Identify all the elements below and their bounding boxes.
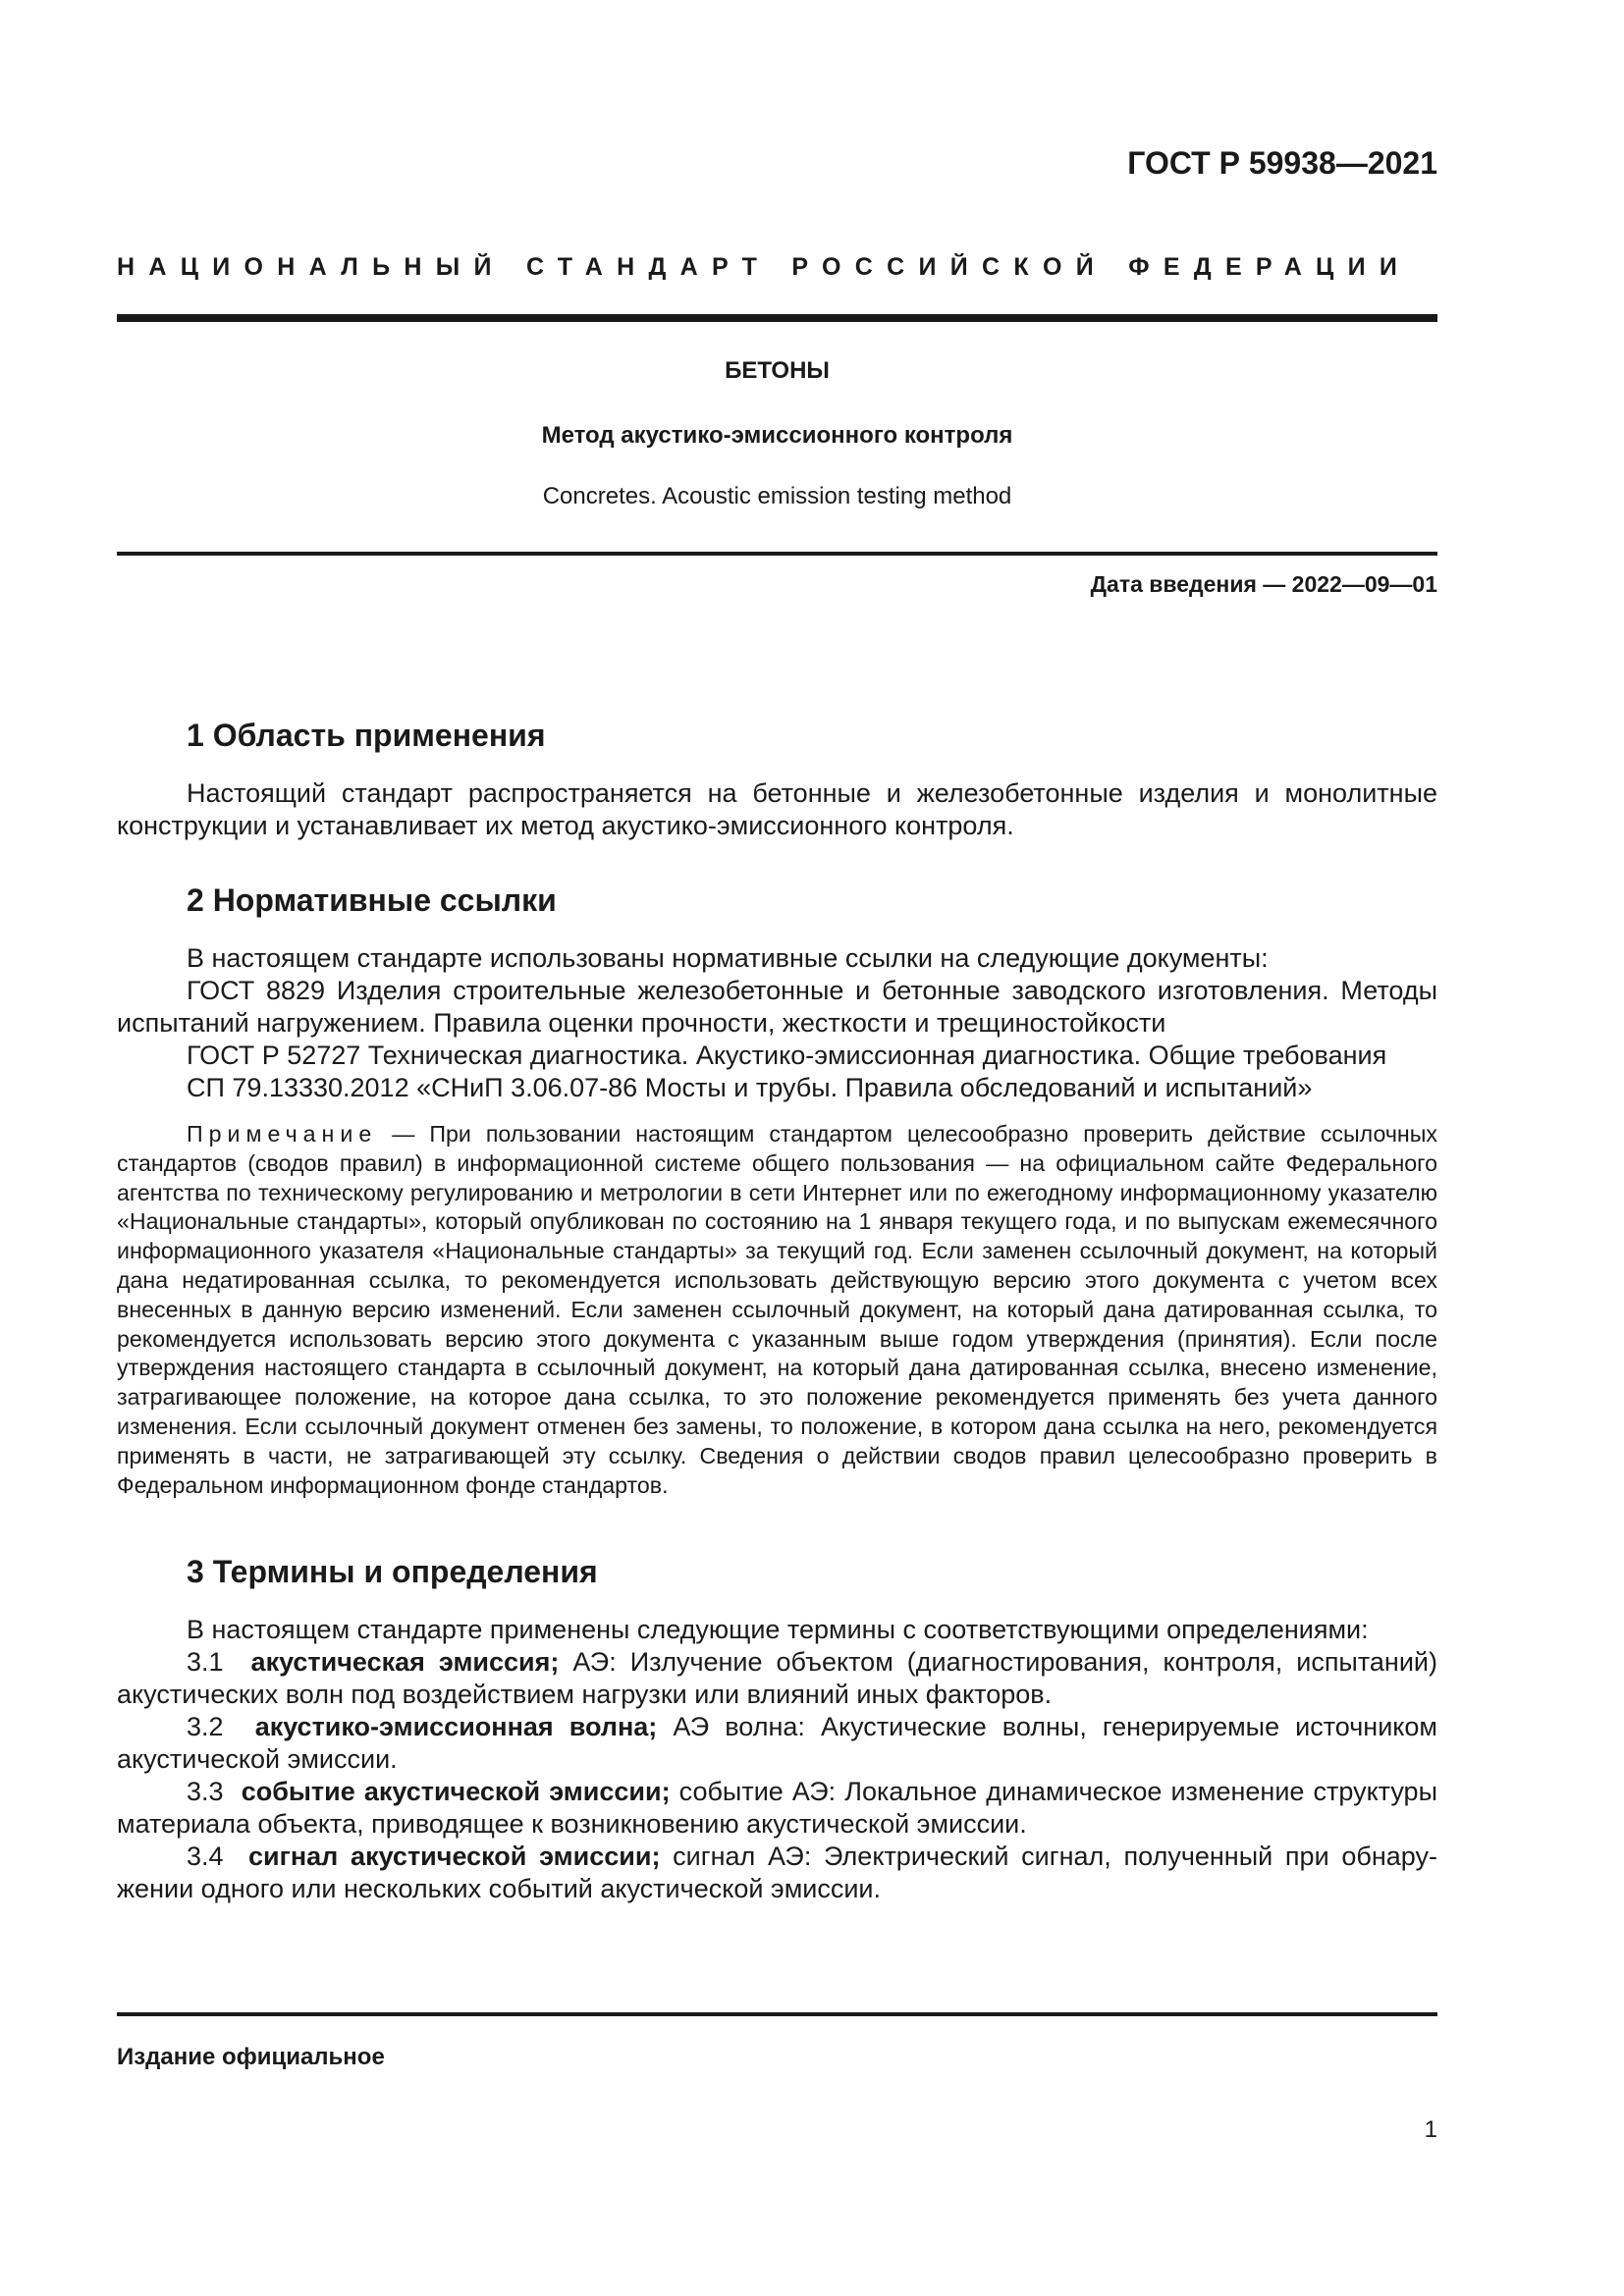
term-name: сигнал акустической эмиссии; — [248, 1842, 661, 1872]
reference-item: СП 79.13330.2012 «СНиП 3.06.07-86 Мосты и трубы. Правила обследований и испытаний» — [187, 1073, 1313, 1102]
term-name: событие акустической эмиссии; — [241, 1777, 671, 1807]
term-text: событие АЭ: Локальное динамическое изменение структуры материала объекта, приводящее к возникновению акустической эмиссии. — [117, 1777, 1437, 1840]
term-definition — [117, 1646, 1437, 1711]
edition-label: Издание официальное — [117, 2044, 385, 2070]
note-text: — При пользовании настоящим стандартом целесообразно проверить действие ссылочных стандартов (сводов правил) в информационной системе общего пользования — на официальном сайте Федерального агентства по техническому регулированию и метрологии в сети Интернет или по ежегодному информационному указателю «Национальные стандарты», который опубликован по состоянию на 1 января текущего года, и по выпускам ежемесячного информационного указателя «Национальные стандарты» за текущий год. Если заменен ссылочный документ, на который дана недатированная ссылка, то рекомендуется использовать действующую версию этого документа с учетом всех внесенных в данную версию изменений. Если заменен ссылочный документ, на который дана датированная ссылка, то рекомендуется использовать версию этого документа с указанным выше годом утверждения (принятия). Если после утверждения настоящего стандарта в ссылочный документ, на который дана датированная ссылка, внесено изменение, затрагивающее положение, на которое дана ссылка, то это положение рекомендуется применять без учета данного изменения. Если ссылочный документ отменен без замены, то положение, в котором дана ссылка на него, рекомендуется применять в части, не затрагивающей эту ссылку. Сведения о действии сводов правил целесообразно проверить в Федеральном информационном фонде стандартов. — [117, 1121, 1437, 1498]
term-text: сигнал АЭ: Электрический сигнал, полученный при обнаружении одного или нескольких событий акустической эмиссии. — [117, 1842, 1437, 1904]
note-label: Примечание — [187, 1121, 378, 1147]
term-name: акустическая эмиссия; — [250, 1647, 560, 1678]
standard-number: ГОСТ Р 59938—2021 — [1127, 145, 1437, 181]
term-number: 3.4 — [187, 1842, 224, 1872]
term-number: 3.3 — [187, 1777, 224, 1807]
footer-rule — [117, 2012, 1437, 2016]
title-rule — [117, 552, 1437, 556]
section-3-intro: В настоящем стандарте применены следующие термины с соответствующими определениями: — [187, 1615, 1369, 1645]
national-standard-banner: НАЦИОНАЛЬНЫЙ СТАНДАРТ РОССИЙСКОЙ ФЕДЕРАЦИИ — [117, 253, 1412, 281]
term-definition — [117, 1841, 1437, 1905]
section-2-heading: 2 Нормативные ссылки — [187, 882, 557, 918]
document-title-english: Concretes. Acoustic emission testing method — [542, 483, 1012, 509]
page-number: 1 — [1424, 2116, 1437, 2143]
term-text: АЭ волна: Акустические волны, генерируемые источником акустической эмиссии. — [117, 1712, 1437, 1775]
term-name: акустико-эмиссионная волна; — [254, 1712, 658, 1742]
term-definition — [117, 1776, 1437, 1841]
document-body — [117, 715, 1437, 1905]
introduction-date: Дата введения — 2022—09—01 — [1090, 571, 1437, 597]
section-1-heading: 1 Область применения — [187, 718, 546, 753]
term-number: 3.1 — [187, 1647, 224, 1678]
reference-item: ГОСТ 8829 Изделия строительные железобетонные и бетонные заводского изготовления. Методы испытаний нагружением. Правила оценки прочности, жесткости и трещиностойкости — [117, 976, 1437, 1038]
term-text: АЭ: Излучение объектом (диагностирования, контроля, испытаний) акустических волн под воздействием нагрузки или влияний иных факторов. — [117, 1647, 1437, 1710]
reference-note — [117, 1120, 1437, 1500]
section-1-text: Настоящий стандарт распространяется на бетонные и железобетонные изделия и монолитные конструкции и устанавливает их метод акустико-эмиссионного контроля. — [117, 778, 1437, 840]
term-number: 3.2 — [187, 1712, 224, 1742]
term-definition — [117, 1711, 1437, 1776]
document-title: БЕТОНЫ — [725, 357, 830, 384]
header-rule — [117, 314, 1437, 322]
section-2-intro: В настоящем стандарте использованы нормативные ссылки на следующие документы: — [187, 943, 1269, 973]
document-subtitle: Метод акустико-эмиссионного контроля — [541, 422, 1013, 449]
section-3-heading: 3 Термины и определения — [187, 1554, 598, 1590]
reference-item: ГОСТ Р 52727 Техническая диагностика. Акустико-эмиссионная диагностика. Общие требования — [187, 1041, 1387, 1070]
